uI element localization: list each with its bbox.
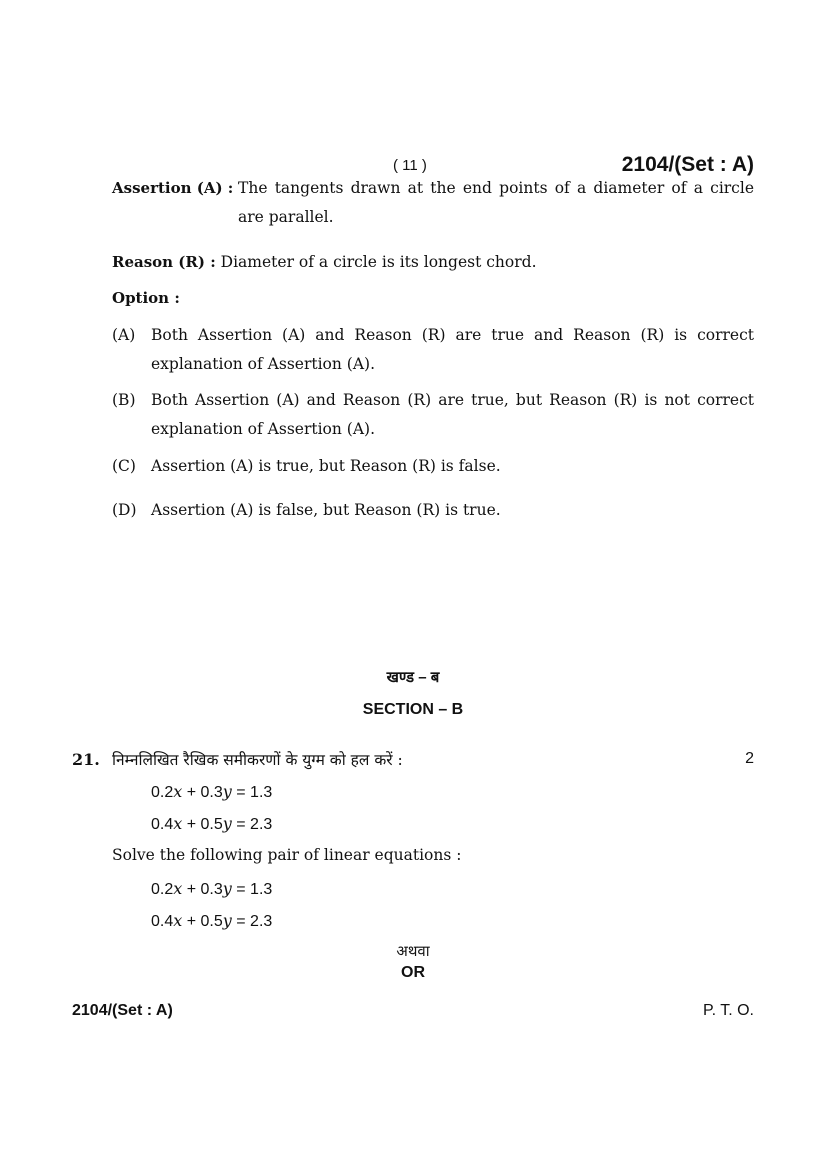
- question-marks: 2: [745, 750, 754, 767]
- assertion-label: Assertion (A) :: [112, 179, 234, 197]
- equation-1-english: 0.2x + 0.3y = 1.3: [151, 879, 273, 898]
- option-b-line1: Both Assertion (A) and Reason (R) are true, but Reason (R) is not correct: [151, 391, 754, 409]
- assertion-text-line1: The tangents drawn at the end points of a diameter of a circle: [238, 179, 754, 197]
- question-hindi-text: निम्नलिखित रैखिक समीकरणों के युग्म को हल करें :: [112, 751, 403, 769]
- equation-2-hindi: 0.4x + 0.5y = 2.3: [151, 814, 273, 833]
- or-english: OR: [401, 964, 425, 981]
- reason-text: Diameter of a circle is its longest chord.: [220, 253, 537, 271]
- question-english-text: Solve the following pair of linear equations :: [112, 846, 462, 864]
- option-b-line2: explanation of Assertion (A).: [151, 420, 376, 438]
- assertion-text-line2: are parallel.: [238, 208, 334, 226]
- option-d-key: (D): [112, 501, 137, 519]
- options-label: Option :: [112, 289, 180, 307]
- option-c-line1: Assertion (A) is true, but Reason (R) is false.: [151, 457, 501, 475]
- option-a-line2: explanation of Assertion (A).: [151, 355, 376, 373]
- section-heading-english: SECTION – B: [362, 701, 464, 718]
- paper-code-footer: 2104/(Set : A): [72, 1002, 173, 1019]
- option-a-key: (A): [112, 326, 136, 344]
- paper-code-header: 2104/(Set : A): [621, 153, 754, 176]
- page-number: ( 11 ): [393, 157, 427, 174]
- option-d-line1: Assertion (A) is false, but Reason (R) is true.: [151, 501, 501, 519]
- equation-2-english: 0.4x + 0.5y = 2.3: [151, 911, 273, 930]
- option-a-line1: Both Assertion (A) and Reason (R) are true and Reason (R) is correct: [151, 326, 754, 344]
- option-c-key: (C): [112, 457, 136, 475]
- section-heading-hindi: खण्ड – ब: [386, 669, 440, 686]
- pto-label: P. T. O.: [703, 1002, 754, 1019]
- reason-row: [112, 253, 537, 271]
- question-number: 21.: [72, 750, 100, 769]
- or-hindi: अथवा: [396, 942, 430, 960]
- reason-label: Reason (R) :: [112, 253, 216, 271]
- option-b-key: (B): [112, 391, 136, 409]
- equation-1-hindi: 0.2x + 0.3y = 1.3: [151, 782, 273, 801]
